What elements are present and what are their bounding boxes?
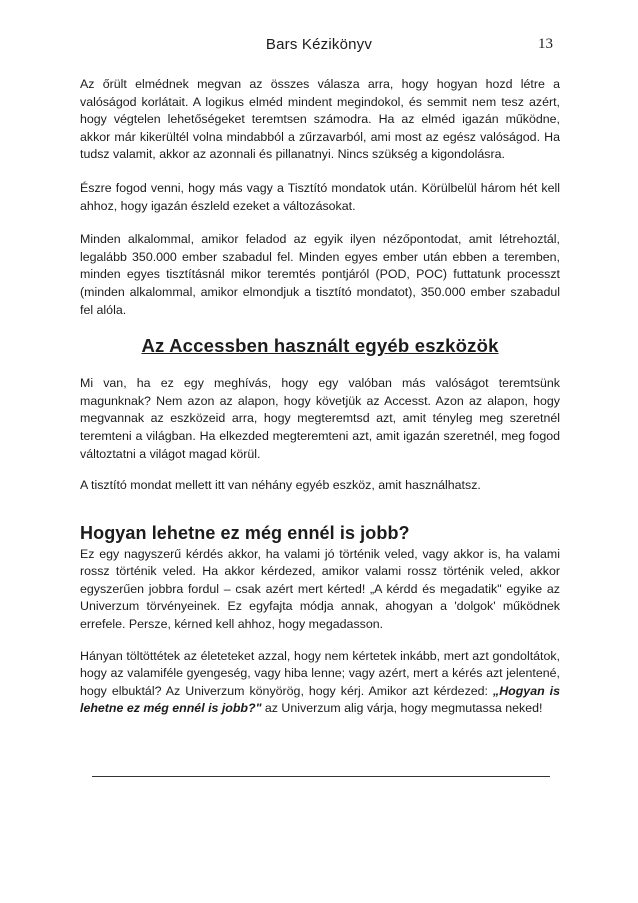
paragraph-2: Észre fogod venni, hogy más vagy a Tisztító mondatok után. Körülbelül három hét kell ahhoz, hogy igazán észleld ezeket a változásokat. <box>80 180 560 213</box>
sub-heading: Hogyan lehetne ez még ennél is jobb? <box>80 522 410 543</box>
quoted-question: „Hogyan is lehetne ez még ennél is jobb?" <box>80 683 560 716</box>
paragraph-6: Ez egy nagyszerű kérdés akkor, ha valami jó történik veled, vagy akkor is, ha valami rossz történik veled. Ha akkor kérdezed, amikor valami rossz történik veled, akkor egyszerűen jobbra fordul – csak azért mert kérted! „A kérdd és megadatik" egyike az Univerzum törvényeinek. Ez egyfajta módja annak, ahogyan a 'dolgok' működnek errefele. Persze, kérned kell ahhoz, hogy megadasson. <box>80 546 560 632</box>
paragraph-3: Minden alkalommal, amikor feladod az egyik ilyen nézőpontodat, amit létrehoztál, legalább 350.000 ember szabadul fel. Minden egyes ember után ebben a teremben, minden egyes tisztításnál mikor teremtés pontjáról (POD, POC) futtatunk processzt (minden alkalommal, amikor elmondjuk a tisztító mondatot), 350.000 ember szabadul fel alóla. <box>80 232 560 317</box>
section-heading: Az Accessben használt egyéb eszközök <box>141 335 499 357</box>
paragraph-7 <box>80 648 560 718</box>
footer-rule <box>92 776 550 777</box>
paragraph-7-text: Hányan töltöttétek az életeteket azzal, hogy nem kértetek inkább, mert azt gondoltátok, hogy az valamiféle gyengeség, vagy hiba lenne; vagy azért, mert a kérés azt jelentené, hogy elbuktál? Az Univerzum könyörög, hogy kérj. Amikor azt kérdezed: <box>80 648 560 698</box>
page-number: 13 <box>538 36 553 52</box>
paragraph-5: A tisztító mondat mellett itt van néhány egyéb eszköz, amit használhatsz. <box>80 478 481 493</box>
running-title: Bars Kézikönyv <box>265 36 373 53</box>
paragraph-7-end: az Univerzum alig várja, hogy megmutassa neked! <box>264 701 543 716</box>
paragraph-1: Az őrült elmédnek megvan az összes válasza arra, hogy hogyan hozd létre a valóságod korlátait. A logikus elméd mindent megindokol, és semmit nem tesz azért, hogy végtelen lehetőségeket teremtsen számodra. Ha az elméd igazán működne, akkor már kikerültél volna mindabból a zűrzavarból, ami most az egész valóságod. Ha tudsz valamit, akkor az azonnali és pillanatnyi. Nincs szükség a kigondolásra. <box>80 77 560 162</box>
paragraph-4: Mi van, ha ez egy meghívás, hogy egy valóban más valóságot teremtsünk magunknak? Nem azon az alapon, hogy követjük az Accesst. Azon az alapon, hogy megvannak az eszközeid arra, hogy megteremtsd azt, amit tényleg meg szeretnél teremteni a világban. Ha elkezded megteremteni azt, amit igazán szeretnél, meg fogod változtatni a világot magad körül. <box>80 376 560 461</box>
page-content <box>80 76 560 718</box>
